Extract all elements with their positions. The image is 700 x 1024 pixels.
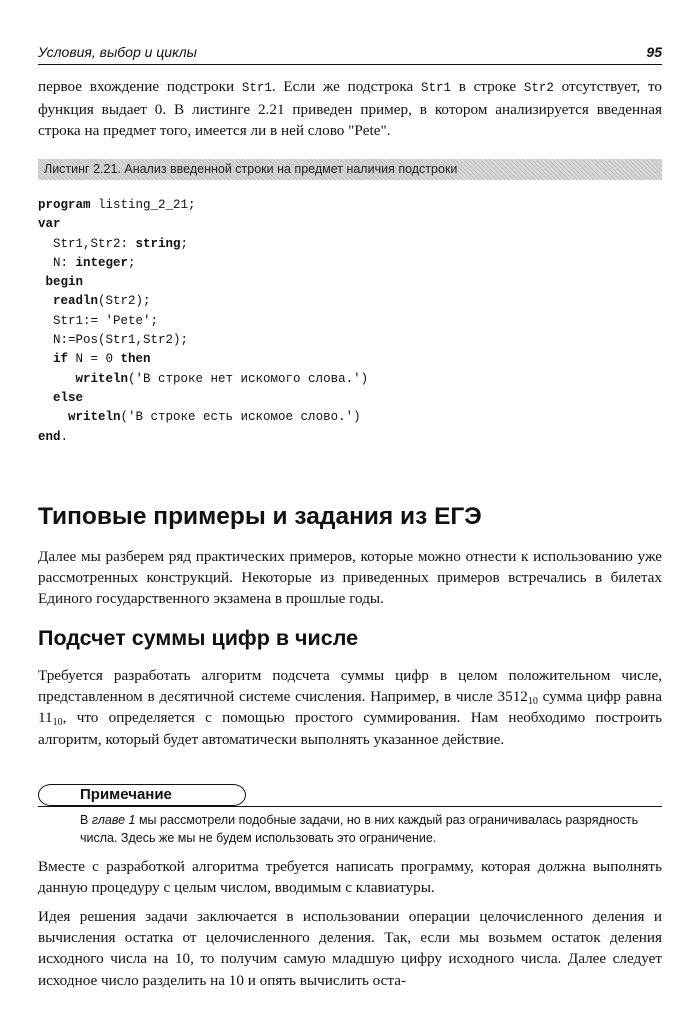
digit-sum-text-1: Требуется разработать алгоритм подсчета суммы цифр в целом положительном числе, представленном в десятичной системе счисления. Например, в числе 3512	[38, 667, 662, 706]
intro-text-4: отсутствует, то функция выдает 0. В листинге 2.21 приведен пример, в котором анализируется введенная строка на предмет того, имеется ли в ней слово "Pete".	[38, 78, 662, 140]
code-line	[38, 408, 638, 427]
intro-paragraph	[38, 76, 662, 142]
code-text: Str1,Str2:	[53, 236, 136, 251]
code-keyword: var	[38, 217, 61, 232]
code-keyword: end	[38, 429, 61, 444]
code-line	[38, 196, 638, 215]
code-line	[38, 215, 638, 234]
idea-paragraph: Идея решения задачи заключается в использовании операции целочисленного деления и вычисления остатка от целочисленного деления. Так, если мы возьмем остаток деления исходного числа на 10, то получим самую младшую цифру исходного числа. Далее следует исходное число разделить на 10 и опять вычислить оста-	[38, 908, 662, 989]
code-text: ;	[128, 255, 136, 270]
code-keyword: begin	[45, 275, 84, 290]
code-line	[38, 254, 638, 273]
code-text: ('В строке нет искомого слова.')	[128, 371, 369, 386]
code-text: ;	[180, 236, 189, 251]
code-text: listing_2_21;	[90, 198, 196, 212]
code-text: N = 0	[68, 352, 121, 367]
code-text	[38, 294, 53, 308]
code-text: N:	[53, 255, 76, 270]
code-text: .	[60, 429, 69, 444]
listing-caption: Листинг 2.21. Анализ введенной строки на предмет наличия подстроки	[38, 159, 662, 180]
code-line	[38, 292, 638, 311]
code-text: ('В строке есть искомое слово.')	[120, 410, 361, 425]
code-text: Str1:= 'Pete';	[53, 313, 159, 328]
code-keyword: else	[53, 390, 84, 405]
code-line	[38, 331, 638, 350]
code-line	[38, 235, 638, 254]
note-text-italic: главе 1	[91, 813, 136, 827]
code-text	[38, 372, 76, 386]
digit-sum-text-2: сумма цифр равна 11	[38, 688, 663, 727]
code-text	[38, 275, 46, 289]
code-keyword: if	[53, 352, 69, 367]
note-rule	[38, 806, 662, 807]
code-text	[38, 314, 53, 328]
code-text	[38, 391, 53, 405]
code-keyword: program	[38, 198, 91, 212]
code-keyword: string	[135, 236, 181, 251]
code-keyword: readln	[53, 294, 99, 309]
code-text: N:=Pos(Str1,Str2);	[53, 333, 189, 348]
code-line	[38, 428, 638, 447]
intro-text-1: первое вхождение подстроки	[38, 78, 242, 95]
intro-code-1: Str1	[241, 81, 272, 95]
code-text	[38, 237, 53, 251]
digit-sum-sub-2: 10	[52, 717, 63, 729]
code-listing	[38, 196, 638, 447]
running-header	[38, 40, 662, 65]
code-keyword: writeln	[68, 410, 121, 425]
intro-code-2: Str1	[420, 81, 451, 95]
code-text	[38, 333, 53, 347]
intro-text-2: . Если же подстрока	[271, 78, 421, 95]
digit-sum-text-3: , что определяется с помощью простого суммирования. Нам необходимо построить алгоритм, который будет автоматически выполнять указанное действие.	[38, 709, 662, 748]
section-heading-ege: Типовые примеры и задания из ЕГЭ	[38, 503, 482, 530]
code-keyword: then	[120, 352, 151, 367]
code-line	[38, 389, 638, 408]
code-line	[38, 273, 638, 292]
program-paragraph: Вместе с разработкой алгоритма требуется написать программу, которая должна выполнять данную процедуру с целым числом, вводимым с клавиатуры.	[38, 858, 662, 897]
code-text: (Str2);	[98, 294, 151, 309]
code-text	[38, 352, 53, 366]
digit-sum-sub-1: 10	[527, 696, 538, 708]
code-keyword: integer	[75, 255, 129, 270]
code-text	[38, 256, 53, 270]
section-heading-digit-sum: Подсчет суммы цифр в числе	[38, 626, 359, 650]
digit-sum-paragraph	[38, 665, 662, 750]
intro-text-3: в строке	[451, 78, 524, 95]
code-text	[38, 410, 68, 424]
code-line	[38, 350, 638, 369]
note-text-1: В	[80, 813, 92, 827]
page-number: 95	[646, 44, 662, 60]
header-title: Условия, выбор и циклы	[38, 44, 197, 60]
code-line	[38, 370, 638, 389]
section-ege-paragraph: Далее мы разберем ряд практических примеров, которые можно отнести к использованию уже рассмотренных конструкций. Некоторые из приведенных примеров встречались в билетах Единого государственного экзамена в прошлые годы.	[38, 548, 662, 608]
note-label: Примечание	[80, 786, 172, 803]
note-text-2: мы рассмотрели подобные задачи, но в них каждый раз ограничивалась разрядность числа. Здесь же мы не будем использовать это ограничение.	[80, 813, 639, 845]
code-keyword: writeln	[75, 371, 129, 386]
intro-code-3: Str2	[523, 81, 554, 95]
note-text	[80, 812, 662, 847]
code-line	[38, 312, 638, 331]
